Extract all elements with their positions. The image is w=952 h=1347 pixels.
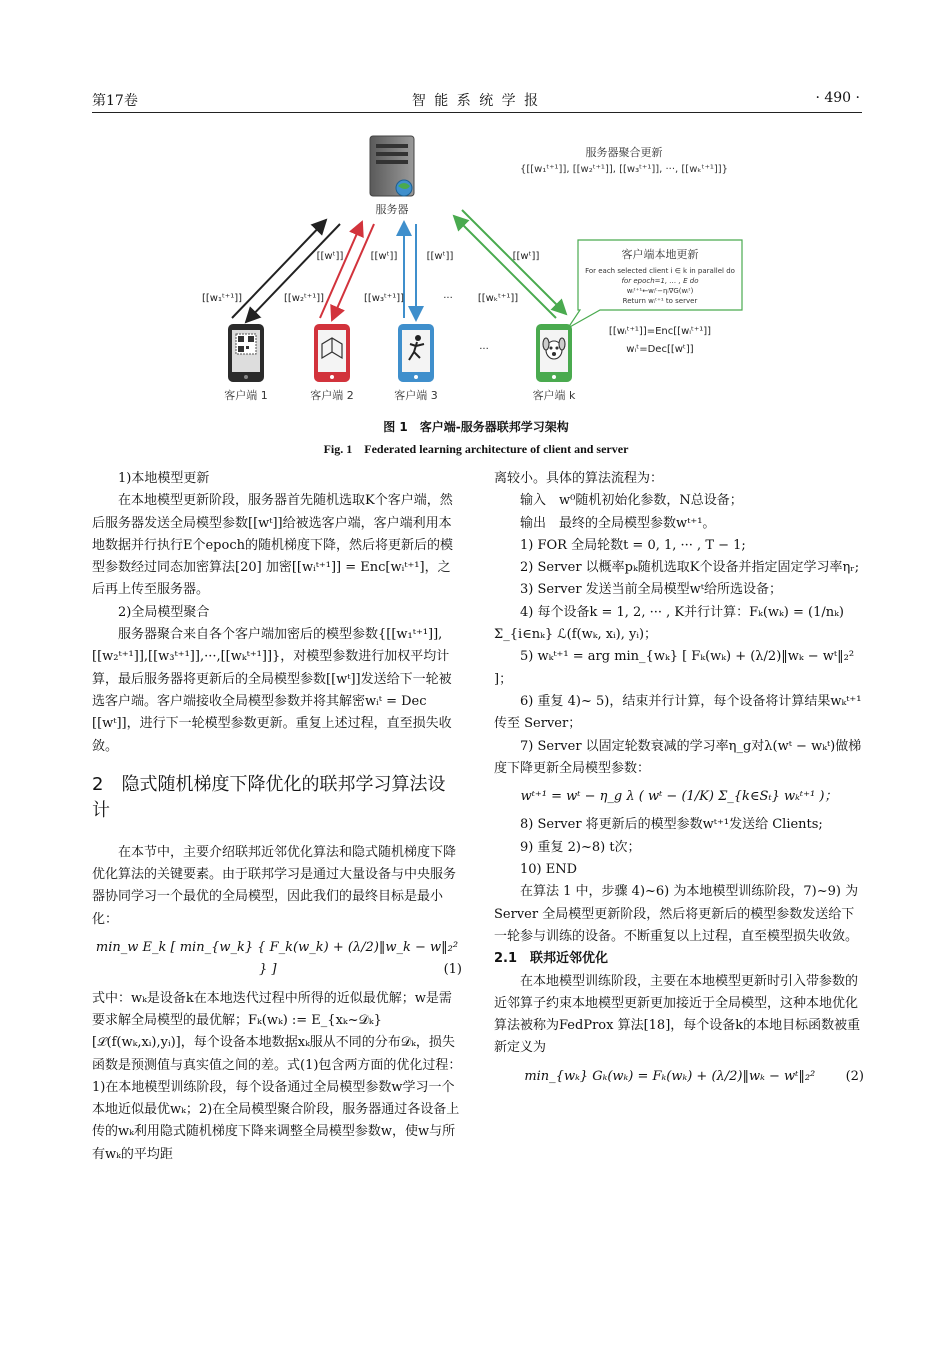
equation-1-number: (1)	[443, 962, 462, 978]
local-box-line-1: For each selected client i ∈ k in parallel do	[585, 267, 735, 275]
down-label-1: [[wᵗ]]	[316, 251, 344, 262]
down-label-2: [[wᵗ]]	[370, 251, 398, 262]
figure-caption-zh: 图 1 客户端-服务器联邦学习架构	[383, 420, 569, 434]
figure-caption-en: Fig. 1 Federated learning architecture of client and server	[323, 442, 629, 456]
subsection-aggregation-title: 2)全局模型聚合	[118, 604, 210, 620]
client-3-phone	[398, 324, 434, 382]
client-label-1: 客户端 1	[224, 389, 268, 402]
equation-1-body: min_w E_k [ min_{w_k} { F_k(w_k) + (λ/2)‖w_k − w‖₂² } ]	[95, 940, 459, 978]
paragraph-equation-explanation: 式中：wₖ是设备k在本地迭代过程中所得的近似最优解；w是需要求解全局模型的最优解；Fₖ(wₖ) := E_{xₖ~𝒟ₖ}[ℒ(f(wₖ,xᵢ),yᵢ)]，每个设备本地数据xₖ服从不同的分布𝒟ₖ，损失函数是预测值与真实值之间的差。式(1)包含两方面的优化过程：1)在本地模型训练阶段，每个设备通过全局模型参数w学习一个本地近似最优wₖ；2)在全局模型聚合阶段，服务器通过各设备上传的wₖ利用隐式随机梯度下降来调整全局模型参数w，使w与所有wₖ的平均距	[92, 990, 462, 1162]
algorithm-step-6: 6) 重复 4)~ 5)，结束并行计算，每个设备将计算结果wₖᵗ⁺¹传至 Server；	[494, 693, 862, 732]
dec-line: wᵢᵗ=Dec[[wᵗ]]	[626, 344, 694, 355]
up-label-3: [[w₃ᵗ⁺¹]]	[363, 293, 405, 304]
globe-icon	[396, 180, 412, 196]
aggregate-formula: {[[w₁ᵗ⁺¹]], [[w₂ᵗ⁺¹]], [[w₃ᵗ⁺¹]], ···, [[wₖᵗ⁺¹]]}	[519, 164, 729, 175]
running-header-journal: 智 能 系 统 学 报	[411, 93, 541, 109]
algorithm-step-9: 9) 重复 2)~8) t次；	[520, 839, 641, 855]
server-label: 服务器	[375, 203, 409, 216]
paragraph-aggregation: 服务器聚合来自各个客户端加密后的模型参数{[[w₁ᵗ⁺¹]],[[w₂ᵗ⁺¹]],[[w₃ᵗ⁺¹]],···,[[wₖᵗ⁺¹]]}，对模型参数进行加权平均计算，最后服务器将更新后的全局模型参数[[wᵗ]]发送给下一轮被选客户端。客户端接收全局模型参数并将其解密wᵢᵗ = Dec [[wᵗ]]，进行下一轮模型参数更新。重复上述过程，直至损失收敛。	[92, 627, 452, 754]
paragraph-fedprox: 在本地模型训练阶段，主要在本地模型更新时引入带参数的近邻算子约束本地模型更新更加接近于全局模型，这种本地优化算法被称为FedProx 算法[18]，每个设备k的本地目标函数被重新定义为	[494, 973, 861, 1056]
right-column	[494, 468, 864, 1094]
left-column	[92, 468, 462, 1166]
algorithm-step-3: 3) Server 发送当前全局模型wᵗ给所选设备；	[520, 582, 783, 598]
subsection-2-1-title: 2.1 联邦近邻优化	[494, 951, 609, 967]
algorithm-step-1: 1) FOR 全局轮数t = 0, 1, ··· , T − 1;	[520, 537, 746, 553]
paragraph-section-intro: 在本节中，主要介绍联邦近邻优化算法和隐式随机梯度下降优化算法的关键要素。由于联邦学习是通过大量设备与中央服务器协同学习一个最优的全局模型，因此我们的最终目标是最小化：	[92, 844, 457, 927]
client-label-3: 客户端 3	[394, 389, 438, 402]
paragraph-algorithm-intro: 离较小。具体的算法流程为：	[494, 471, 664, 486]
algorithm-step-4: 4) 每个设备k = 1, 2, ··· , K并行计算：Fₖ(wₖ) = (1/nₖ) Σ_{i∈nₖ} ℒ(f(wₖ, xᵢ), yᵢ)；	[494, 604, 844, 643]
algorithm-step-7-equation: wᵗ⁺¹ = wᵗ − η_g λ ( wᵗ − (1/K) Σ_{k∈Sₜ} wₖᵗ⁺¹ )；	[520, 789, 838, 805]
down-label-4: [[wᵗ]]	[512, 251, 540, 262]
up-label-k: [[wₖᵗ⁺¹]]	[477, 293, 519, 304]
paragraph-algorithm-summary: 在算法 1 中，步骤 4)~6) 为本地模型训练阶段，7)~9) 为 Server 全局模型更新阶段，然后将更新后的模型参数发送给下一轮参与训练的设备。不断重复以上过程，直至模型损失收敛。	[494, 884, 859, 944]
algorithm-input: 输入 w⁰随机初始化参数，N总设备；	[520, 493, 743, 509]
local-box-title: 客户端本地更新	[621, 248, 699, 261]
ellipsis-mid: ···	[443, 293, 453, 304]
federated-architecture-figure	[0, 0, 952, 420]
algorithm-output: 输出 最终的全局模型参数wᵗ⁺¹。	[520, 515, 716, 531]
algorithm-step-8: 8) Server 将更新后的模型参数wᵗ⁺¹发送给 Clients;	[520, 817, 823, 833]
local-box-line-2: for epoch=1, … , E do	[621, 277, 699, 285]
ellipsis-clients: ···	[479, 344, 489, 355]
equation-2-number: (2)	[845, 1068, 864, 1084]
local-box-line-4: Return wᵢᵗ⁺¹ to server	[622, 297, 698, 305]
running-header-page: · 490 ·	[815, 90, 860, 106]
equation-1	[92, 937, 462, 982]
equation-2-body: min_{wₖ} Gₖ(wₖ) = Fₖ(wₖ) + (λ/2)‖wₖ − wᵗ‖₂²	[524, 1068, 816, 1084]
algorithm-step-2: 2) Server 以概率pₖ随机选取K个设备并指定固定学习率ηᵣ;	[520, 560, 860, 576]
paragraph-local-update: 在本地模型更新阶段，服务器首先随机选取K个客户端，然后服务器发送全局模型参数[[wᵗ]]给被选客户端，客户端利用本地数据并行执行E个epoch的随机梯度下降，然后将更新后的模型参数经过同态加密算法[20] 加密[[wᵢᵗ⁺¹]] = Enc[wᵢᵗ⁺¹]，之后再上传至服务器。	[92, 493, 453, 598]
up-label-2: [[w₂ᵗ⁺¹]]	[283, 293, 325, 304]
client-1-phone	[228, 324, 264, 382]
running-header-volume: 第17卷	[92, 93, 138, 109]
algorithm-step-5: 5) wₖᵗ⁺¹ = arg min_{wₖ} [ Fₖ(wₖ) + (λ/2)‖wₖ − wᵗ‖₂² ]；	[494, 649, 855, 687]
algorithm-step-7: 7) Server 以固定轮数衰减的学习率η_g对λ(wᵗ − wₖᵗ)做梯度下降更新全局模型参数：	[494, 738, 862, 776]
client-label-2: 客户端 2	[310, 389, 354, 402]
down-label-3: [[wᵗ]]	[426, 251, 454, 262]
algorithm-step-10: 10) END	[520, 862, 578, 878]
subsection-local-update-title: 1)本地模型更新	[118, 471, 210, 486]
client-2-phone	[314, 324, 350, 382]
local-box-line-3: wᵢᵗ⁺¹←wᵢᵗ−ηᵢ∇G(wᵢᵗ)	[626, 287, 694, 295]
client-k-phone	[536, 324, 572, 382]
local-update-callout	[568, 240, 742, 328]
up-label-1: [[w₁ᵗ⁺¹]]	[201, 293, 243, 304]
aggregate-title: 服务器聚合更新	[585, 146, 663, 159]
client-label-k: 客户端 k	[532, 389, 576, 402]
enc-line: [[wᵢᵗ⁺¹]]=Enc[[wᵢᵗ⁺¹]]	[608, 326, 712, 337]
equation-2	[494, 1066, 864, 1088]
section-2-title: 2 隐式随机梯度下降优化的联邦学习算法设计	[92, 773, 446, 821]
qr-code-icon	[236, 334, 256, 354]
